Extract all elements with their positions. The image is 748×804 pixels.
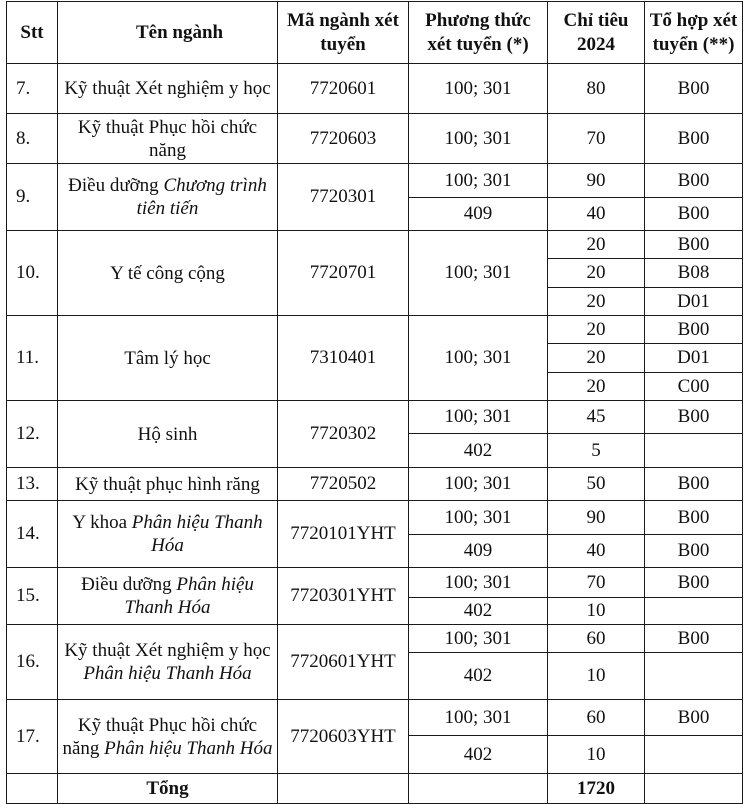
row-method: 100; 301 [409,114,548,164]
row-code: 7720301 [278,164,409,231]
row-quota: 20 [548,373,645,401]
row-method: 100; 301 [409,401,548,434]
total-value: 1720 [548,774,645,804]
row-method: 402 [409,598,548,625]
table-row [7,316,743,344]
row-combo: B00 [645,401,743,434]
row-name: Tâm lý học [58,316,278,401]
row-name-main: Y khoa [72,512,128,533]
table-row [7,231,743,259]
header-method: Phương thức xét tuyển (*) [409,2,548,64]
row-method: 100; 301 [409,568,548,598]
row-quota: 80 [548,64,645,114]
row-quota: 60 [548,625,645,653]
row-quota: 45 [548,401,645,434]
row-method: 100; 301 [409,468,548,501]
row-stt: 10. [7,231,58,316]
total-label: Tổng [58,774,278,804]
table-row [7,625,743,653]
row-combo: D01 [645,288,743,316]
row-quota: 70 [548,568,645,598]
row-stt: 15. [7,568,58,625]
row-quota: 40 [548,198,645,231]
row-code: 7720302 [278,401,409,468]
total-combo-empty [645,774,743,804]
row-stt: 9. [7,164,58,231]
row-quota: 10 [548,736,645,774]
row-name-italic: Chương trình tiên tiến [136,175,267,219]
row-combo: B00 [645,64,743,114]
row-combo: B00 [645,198,743,231]
row-code: 7720601YHT [278,625,409,700]
admission-quota-table [6,1,743,804]
row-quota: 20 [548,316,645,344]
row-name: Kỹ thuật Xét nghiệm y học [58,64,278,114]
row-quota: 90 [548,164,645,198]
table-row [7,164,743,198]
row-quota: 60 [548,700,645,736]
row-name-main: Điều dưỡng [68,175,159,196]
row-stt: 7. [7,64,58,114]
row-method: 100; 301 [409,501,548,535]
header-quota: Chỉ tiêu 2024 [548,2,645,64]
row-stt: 13. [7,468,58,501]
total-stt-empty [7,774,58,804]
row-name: Y tế công cộng [58,231,278,316]
row-combo: B00 [645,568,743,598]
row-name-main: Điều dưỡng [81,574,172,595]
row-quota: 20 [548,231,645,259]
table-row [7,64,743,114]
row-quota: 20 [548,288,645,316]
row-quota: 50 [548,468,645,501]
table-row [7,501,743,535]
row-name [58,568,278,625]
row-name-italic: Phân hiệu Thanh Hóa [83,663,252,684]
total-code-empty [278,774,409,804]
row-name-italic: Phân hiệu Thanh Hóa [104,737,273,759]
header-stt: Stt [7,2,58,64]
row-name [58,501,278,568]
row-name [58,164,278,231]
row-combo: B00 [645,535,743,568]
row-combo: B00 [645,114,743,164]
row-quota: 20 [548,259,645,288]
row-name: Hộ sinh [58,401,278,468]
row-method: 100; 301 [409,625,548,653]
row-stt: 17. [7,700,58,774]
row-method: 100; 301 [409,164,548,198]
row-method: 100; 301 [409,316,548,401]
row-name-italic: Phân hiệu Thanh Hóa [124,574,254,618]
row-quota: 40 [548,535,645,568]
row-name: Kỹ thuật Phục hồi chức năng [58,114,278,164]
row-combo: B00 [645,501,743,535]
row-combo [645,598,743,625]
row-name: Kỹ thuật phục hình răng [58,468,278,501]
row-code: 7720603YHT [278,700,409,774]
row-method: 100; 301 [409,700,548,736]
row-code: 7720603 [278,114,409,164]
row-method: 402 [409,653,548,700]
row-method: 409 [409,535,548,568]
row-quota: 70 [548,114,645,164]
row-combo: B00 [645,316,743,344]
row-method: 402 [409,736,548,774]
row-code: 7310401 [278,316,409,401]
row-combo: B00 [645,164,743,198]
row-code: 7720502 [278,468,409,501]
row-stt: 11. [7,316,58,401]
row-combo: B00 [645,468,743,501]
row-combo: B00 [645,231,743,259]
header-name: Tên ngành [58,2,278,64]
row-combo [645,736,743,774]
row-quota: 5 [548,434,645,468]
row-name [58,625,278,700]
row-name-main: Kỹ thuật Xét nghiệm y học [64,640,271,661]
row-method: 100; 301 [409,231,548,316]
row-code: 7720601 [278,64,409,114]
row-name [58,700,278,774]
row-combo [645,434,743,468]
row-combo: B08 [645,259,743,288]
row-combo: B00 [645,625,743,653]
row-name-italic: Phân hiệu Thanh Hóa [131,512,263,556]
table-row [7,114,743,164]
total-method-empty [409,774,548,804]
row-combo [645,653,743,700]
header-row [7,2,743,64]
header-code: Mã ngành xét tuyển [278,2,409,64]
table-row [7,700,743,736]
row-quota: 10 [548,653,645,700]
row-code: 7720101YHT [278,501,409,568]
row-name-main: Kỹ thuật Phục hồi chức năng [62,714,258,759]
row-code: 7720701 [278,231,409,316]
total-row [7,774,743,804]
row-combo: B00 [645,700,743,736]
row-combo: D01 [645,344,743,373]
table-row [7,401,743,434]
table-row [7,468,743,501]
row-method: 100; 301 [409,64,548,114]
row-quota: 10 [548,598,645,625]
table-row [7,568,743,598]
row-stt: 16. [7,625,58,700]
row-code: 7720301YHT [278,568,409,625]
row-quota: 90 [548,501,645,535]
header-combo: Tổ hợp xét tuyển (**) [645,2,743,64]
row-method: 409 [409,198,548,231]
row-method: 402 [409,434,548,468]
row-stt: 12. [7,401,58,468]
row-stt: 14. [7,501,58,568]
row-combo: C00 [645,373,743,401]
row-quota: 20 [548,344,645,373]
row-stt: 8. [7,114,58,164]
